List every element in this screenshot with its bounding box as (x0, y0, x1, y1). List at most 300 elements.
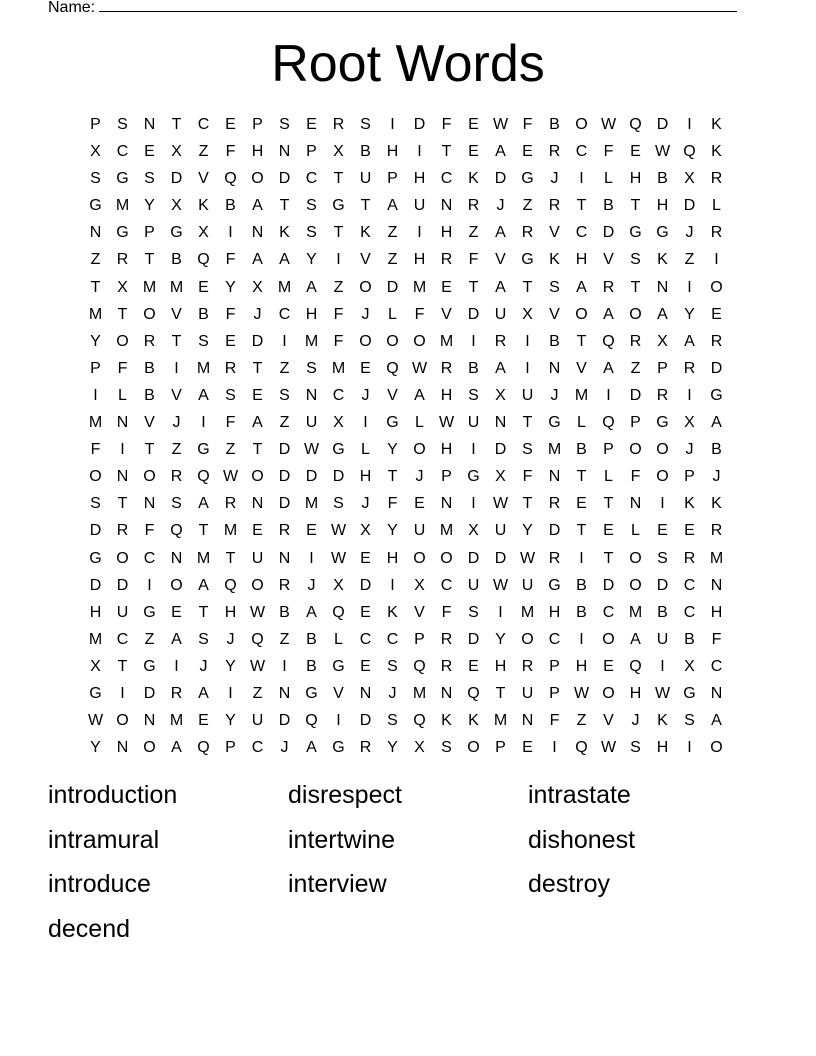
grid-letter: G (386, 414, 399, 432)
grid-letter: I (363, 414, 368, 432)
grid-letter: D (494, 441, 507, 459)
grid-letter: P (549, 684, 560, 702)
grid-letter: E (684, 522, 695, 540)
grid-letter: S (630, 739, 641, 757)
grid-letter: K (441, 712, 452, 730)
word-bank-item: interview (288, 870, 387, 898)
grid-letter: A (306, 278, 317, 296)
grid-letter: S (549, 278, 560, 296)
grid-letter: W (303, 441, 320, 459)
grid-letter: D (467, 305, 480, 323)
grid-letter: N (251, 224, 264, 242)
grid-letter: N (278, 549, 291, 567)
grid-letter: W (249, 603, 266, 621)
grid-letter: O (575, 305, 588, 323)
grid-letter: J (307, 576, 316, 594)
grid-letter: R (116, 522, 129, 540)
grid-letter: O (143, 305, 156, 323)
word-bank-item: intrastate (528, 781, 631, 809)
grid-letter: L (631, 522, 640, 540)
grid-letter: E (414, 495, 425, 513)
grid-letter: G (548, 414, 561, 432)
grid-letter: D (629, 386, 642, 404)
grid-letter: H (440, 441, 453, 459)
grid-letter: E (144, 143, 155, 161)
grid-letter: A (279, 251, 290, 269)
grid-letter: W (654, 684, 671, 702)
word-bank-item: dishonest (528, 825, 636, 854)
grid-letter: T (198, 603, 209, 621)
grid-letter: W (87, 712, 104, 730)
grid-letter: I (498, 603, 503, 621)
grid-letter: V (576, 359, 587, 377)
grid-letter: D (305, 468, 318, 486)
grid-letter: N (494, 414, 507, 432)
grid-letter: E (711, 305, 722, 323)
grid-letter: R (602, 278, 615, 296)
grid-letter: J (361, 386, 370, 404)
grid-letter: F (117, 359, 128, 377)
grid-letter: X (414, 576, 425, 594)
grid-letter: W (573, 684, 590, 702)
grid-letter: F (387, 495, 398, 513)
grid-letter: S (90, 495, 101, 513)
grid-letter: O (521, 630, 534, 648)
grid-letter: U (305, 414, 318, 432)
grid-letter: U (251, 549, 264, 567)
grid-letter: C (305, 170, 318, 188)
grid-letter: M (196, 359, 211, 377)
grid-letter: R (683, 359, 696, 377)
grid-letter: U (521, 386, 534, 404)
word-bank-item: intertwine (288, 825, 395, 854)
grid-letter: B (198, 305, 209, 323)
grid-letter: X (522, 305, 533, 323)
grid-letter: F (414, 305, 425, 323)
grid-letter: V (171, 305, 182, 323)
grid-letter: T (144, 251, 155, 269)
grid-letter: I (687, 278, 692, 296)
grid-letter: B (711, 441, 722, 459)
grid-letter: X (252, 278, 263, 296)
grid-letter: C (683, 603, 696, 621)
grid-letter: V (495, 251, 506, 269)
grid-letter: N (143, 495, 156, 513)
grid-letter: W (249, 657, 266, 675)
grid-letter: E (603, 657, 614, 675)
grid-letter: T (576, 332, 587, 350)
grid-letter: E (252, 522, 263, 540)
grid-letter: V (441, 305, 452, 323)
grid-letter: G (656, 224, 669, 242)
grid-letter: X (90, 143, 101, 161)
grid-letter: X (333, 143, 344, 161)
grid-letter: N (143, 712, 156, 730)
grid-letter: E (630, 143, 641, 161)
grid-letter: M (493, 712, 508, 730)
grid-letter: C (710, 657, 723, 675)
grid-letter: C (683, 576, 696, 594)
grid-letter: X (495, 468, 506, 486)
grid-letter: J (388, 684, 397, 702)
grid-letter: I (687, 116, 692, 133)
grid-letter: U (521, 576, 534, 594)
grid-letter: S (441, 739, 452, 757)
grid-letter: T (360, 197, 371, 215)
grid-letter: N (440, 684, 453, 702)
grid-letter: C (197, 116, 210, 133)
grid-letter: S (684, 712, 695, 730)
grid-letter: I (201, 414, 206, 432)
grid-letter: M (574, 386, 589, 404)
grid-letter: I (120, 684, 125, 702)
grid-letter: F (144, 522, 155, 540)
grid-letter: B (549, 332, 560, 350)
grid-letter: H (575, 251, 588, 269)
grid-letter: H (575, 657, 588, 675)
grid-letter: P (90, 116, 101, 133)
grid-letter: D (548, 522, 561, 540)
grid-letter: O (629, 305, 642, 323)
grid-letter: T (468, 278, 479, 296)
grid-letter: D (413, 116, 426, 133)
grid-letter: D (467, 630, 480, 648)
grid-letter: O (710, 739, 723, 757)
word-bank-item: introduce (48, 870, 151, 898)
grid-letter: T (522, 495, 533, 513)
grid-letter: F (225, 414, 236, 432)
grid-letter: K (657, 251, 668, 269)
grid-letter: S (90, 170, 101, 188)
grid-letter: S (630, 251, 641, 269)
grid-letter: L (361, 441, 370, 459)
grid-letter: I (471, 441, 476, 459)
grid-letter: Z (468, 224, 479, 242)
grid-letter: S (198, 630, 209, 648)
grid-letter: Y (387, 522, 398, 540)
grid-letter: D (278, 170, 291, 188)
grid-letter: N (278, 143, 291, 161)
grid-letter: Y (684, 305, 695, 323)
grid-letter: B (144, 386, 155, 404)
grid-letter: E (225, 116, 236, 133)
grid-letter: Y (387, 441, 398, 459)
grid-letter: O (629, 441, 642, 459)
grid-letter: O (656, 441, 669, 459)
grid-letter: D (386, 278, 399, 296)
grid-letter: M (547, 441, 562, 459)
grid-letter: J (685, 441, 694, 459)
grid-letter: C (116, 143, 129, 161)
grid-letter: M (115, 197, 130, 215)
grid-letter: P (144, 224, 155, 242)
grid-letter: F (225, 143, 236, 161)
grid-letter: S (306, 197, 317, 215)
grid-letter: T (117, 305, 128, 323)
grid-letter: T (333, 170, 344, 188)
grid-letter: Z (522, 197, 533, 215)
grid-letter: G (656, 414, 669, 432)
grid-letter: O (170, 576, 183, 594)
grid-letter: F (522, 468, 533, 486)
grid-letter: R (521, 657, 534, 675)
grid-letter: Z (252, 684, 263, 702)
grid-letter: I (552, 739, 557, 757)
grid-letter: J (172, 414, 181, 432)
grid-letter: G (116, 224, 129, 242)
grid-letter: I (147, 576, 152, 594)
grid-letter: V (414, 603, 425, 621)
grid-letter: Z (198, 143, 209, 161)
grid-letter: A (387, 197, 398, 215)
grid-letter: O (710, 278, 723, 296)
grid-letter: D (278, 712, 291, 730)
grid-letter: S (171, 495, 182, 513)
grid-letter: K (657, 712, 668, 730)
grid-letter: A (495, 224, 506, 242)
grid-letter: A (171, 739, 182, 757)
grid-letter: L (604, 468, 613, 486)
grid-letter: I (471, 332, 476, 350)
grid-letter: J (631, 712, 640, 730)
grid-letter: G (89, 197, 102, 215)
grid-letter: N (89, 224, 102, 242)
grid-letter: G (332, 441, 345, 459)
grid-letter: C (575, 224, 588, 242)
grid-letter: S (225, 386, 236, 404)
grid-letter: Z (225, 441, 236, 459)
grid-letter: H (359, 468, 372, 486)
grid-letter: W (519, 549, 536, 567)
grid-letter: E (657, 522, 668, 540)
grid-letter: A (198, 684, 209, 702)
grid-letter: Q (629, 116, 642, 133)
grid-letter: T (441, 143, 452, 161)
grid-letter: R (467, 197, 480, 215)
grid-letter: Q (602, 332, 615, 350)
grid-letter: D (467, 549, 480, 567)
grid-letter: M (169, 278, 184, 296)
grid-letter: B (306, 630, 317, 648)
grid-letter: G (332, 197, 345, 215)
word-bank-item: destroy (528, 870, 610, 898)
grid-letter: R (629, 332, 642, 350)
grid-letter: G (89, 684, 102, 702)
grid-letter: B (576, 576, 587, 594)
grid-letter: Z (630, 359, 641, 377)
grid-letter: D (656, 116, 669, 133)
grid-letter: D (602, 224, 615, 242)
grid-letter: R (521, 224, 534, 242)
grid-letter: N (278, 684, 291, 702)
grid-letter: N (143, 116, 156, 133)
grid-letter: K (468, 170, 479, 188)
grid-letter: Y (90, 332, 101, 350)
grid-letter: M (223, 522, 238, 540)
grid-letter: M (412, 278, 427, 296)
grid-letter: O (251, 170, 264, 188)
grid-letter: T (630, 197, 641, 215)
grid-letter: T (90, 278, 101, 296)
grid-letter: K (711, 495, 722, 513)
grid-letter: I (525, 359, 530, 377)
grid-letter: B (657, 603, 668, 621)
grid-letter: J (685, 224, 694, 242)
grid-letter: M (88, 414, 103, 432)
letter-grid (82, 111, 730, 761)
grid-letter: T (252, 441, 263, 459)
grid-letter: G (710, 386, 723, 404)
grid-letter: O (413, 332, 426, 350)
grid-letter: V (360, 251, 371, 269)
grid-letter: T (576, 522, 587, 540)
grid-letter: R (710, 170, 723, 188)
grid-letter: M (520, 603, 535, 621)
grid-letter: F (603, 143, 614, 161)
grid-letter: H (413, 170, 426, 188)
grid-letter: Z (171, 441, 182, 459)
grid-letter: F (333, 305, 344, 323)
grid-letter: D (278, 441, 291, 459)
grid-letter: P (306, 143, 317, 161)
grid-letter: Q (467, 684, 480, 702)
grid-letter: R (548, 143, 561, 161)
grid-letter: H (656, 197, 669, 215)
grid-letter: T (576, 468, 587, 486)
grid-letter: B (657, 170, 668, 188)
grid-letter: W (600, 116, 617, 133)
grid-letter: B (684, 630, 695, 648)
grid-letter: I (417, 224, 422, 242)
grid-letter: H (440, 386, 453, 404)
grid-letter: S (387, 712, 398, 730)
grid-letter: B (306, 657, 317, 675)
grid-letter: D (710, 359, 723, 377)
grid-letter: G (548, 576, 561, 594)
grid-letter: C (440, 576, 453, 594)
grid-letter: T (225, 549, 236, 567)
grid-letter: U (359, 170, 372, 188)
grid-letter: E (252, 386, 263, 404)
grid-letter: L (388, 305, 397, 323)
grid-letter: S (468, 603, 479, 621)
grid-letter: A (495, 278, 506, 296)
grid-letter: N (629, 495, 642, 513)
grid-letter: Y (387, 739, 398, 757)
grid-letter: O (143, 739, 156, 757)
grid-letter: J (199, 657, 208, 675)
grid-letter: N (710, 684, 723, 702)
grid-letter: O (143, 468, 156, 486)
grid-letter: G (143, 657, 156, 675)
grid-letter: N (521, 712, 534, 730)
grid-letter: R (440, 251, 453, 269)
grid-letter: I (120, 441, 125, 459)
grid-letter: W (222, 468, 239, 486)
grid-letter: Q (224, 576, 237, 594)
grid-letter: E (522, 739, 533, 757)
grid-letter: A (603, 305, 614, 323)
grid-letter: E (522, 143, 533, 161)
grid-letter: B (549, 116, 560, 133)
grid-letter: F (225, 251, 236, 269)
grid-letter: W (438, 414, 455, 432)
grid-letter: P (495, 739, 506, 757)
grid-letter: G (521, 170, 534, 188)
grid-letter: W (330, 549, 347, 567)
grid-letter: P (684, 468, 695, 486)
grid-letter: U (467, 576, 480, 594)
grid-letter: G (332, 657, 345, 675)
grid-letter: J (712, 468, 721, 486)
grid-letter: P (441, 468, 452, 486)
grid-letter: U (251, 712, 264, 730)
grid-letter: Q (170, 522, 183, 540)
grid-letter: B (576, 603, 587, 621)
grid-letter: P (549, 657, 560, 675)
grid-letter: D (494, 170, 507, 188)
grid-letter: A (198, 386, 209, 404)
grid-letter: M (628, 603, 643, 621)
grid-letter: O (413, 441, 426, 459)
grid-letter: F (225, 305, 236, 323)
grid-letter: B (171, 251, 182, 269)
grid-letter: N (116, 739, 129, 757)
grid-letter: D (89, 576, 102, 594)
grid-letter: N (656, 278, 669, 296)
grid-letter: B (279, 603, 290, 621)
grid-letter: Y (225, 657, 236, 675)
grid-letter: B (225, 197, 236, 215)
grid-letter: A (198, 576, 209, 594)
grid-letter: U (413, 197, 426, 215)
grid-letter: E (468, 657, 479, 675)
grid-letter: S (387, 657, 398, 675)
grid-letter: H (629, 170, 642, 188)
grid-letter: X (333, 576, 344, 594)
grid-letter: D (602, 576, 615, 594)
grid-letter: W (492, 576, 509, 594)
grid-letter: I (660, 495, 665, 513)
grid-letter: G (170, 224, 183, 242)
grid-letter: F (468, 251, 479, 269)
grid-letter: Q (197, 468, 210, 486)
grid-letter: A (198, 495, 209, 513)
grid-letter: Y (306, 251, 317, 269)
grid-letter: Y (522, 522, 533, 540)
grid-letter: I (471, 495, 476, 513)
grid-letter: K (711, 143, 722, 161)
grid-letter: A (657, 305, 668, 323)
grid-letter: T (387, 468, 398, 486)
grid-letter: G (197, 441, 210, 459)
grid-letter: Y (495, 630, 506, 648)
grid-letter: R (440, 630, 453, 648)
grid-letter: Q (683, 143, 696, 161)
grid-letter: W (600, 739, 617, 757)
grid-letter: H (251, 143, 264, 161)
grid-letter: G (143, 603, 156, 621)
grid-letter: H (305, 305, 318, 323)
grid-letter: K (198, 197, 209, 215)
grid-letter: C (602, 603, 615, 621)
grid-letter: M (304, 495, 319, 513)
grid-letter: R (494, 332, 507, 350)
grid-letter: Q (224, 170, 237, 188)
grid-letter: K (468, 712, 479, 730)
grid-letter: I (579, 549, 584, 567)
grid-letter: D (116, 576, 129, 594)
